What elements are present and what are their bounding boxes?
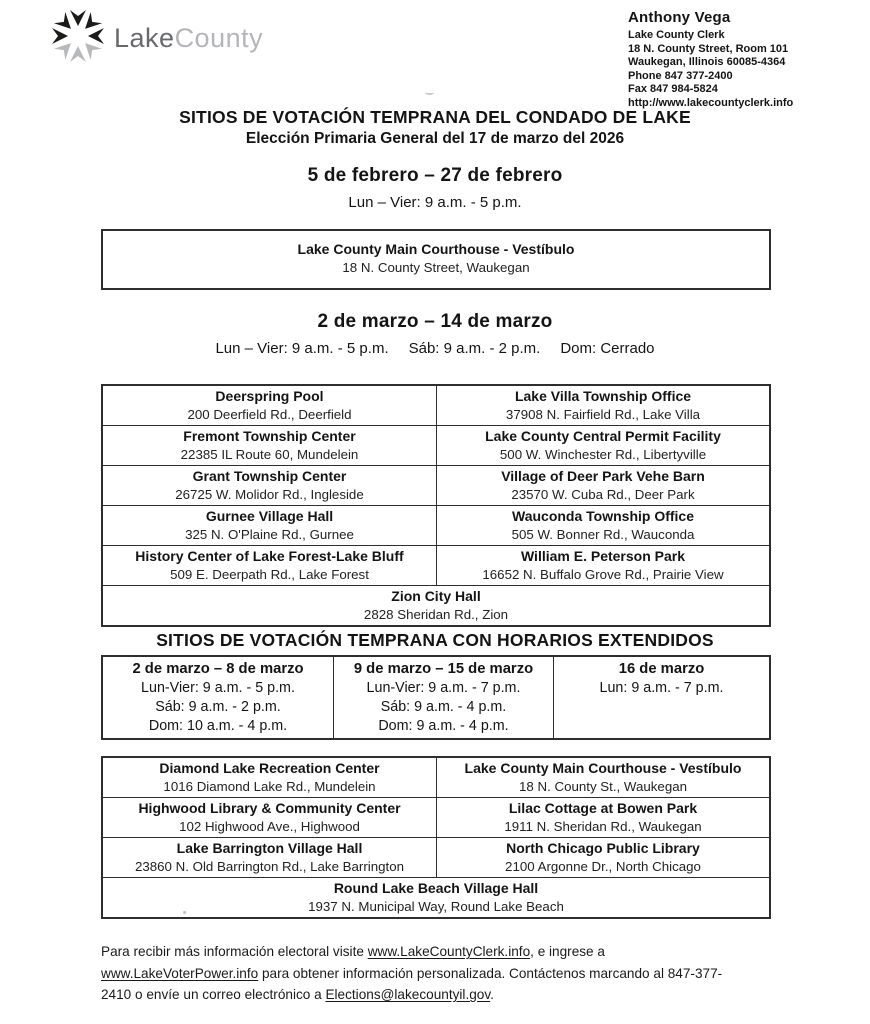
site-name: Lake County Main Courthouse - Vestíbulo — [297, 241, 575, 257]
site-address: 22385 IL Route 60, Mundelein — [180, 447, 359, 462]
site-address: 1937 N. Municipal Way, Round Lake Beach — [308, 899, 564, 914]
site-cell — [436, 465, 769, 505]
scan-artifact — [183, 911, 186, 914]
site-name: Gurnee Village Hall — [205, 508, 334, 524]
site-name: Village of Deer Park Vehe Barn — [501, 468, 705, 484]
site-address: 23860 N. Old Barrington Rd., Lake Barrington — [134, 859, 405, 874]
site-name: Lilac Cottage at Bowen Park — [508, 800, 698, 816]
extended-hours-column — [333, 657, 553, 738]
site-address: 37908 N. Fairfield Rd., Lake Villa — [505, 407, 701, 422]
extended-hours-line: Dom: 9 a.m. - 4 p.m. — [378, 717, 509, 734]
extended-hours-line: Lun-Vier: 9 a.m. - 5 p.m. — [141, 680, 295, 696]
site-cell — [436, 797, 769, 837]
site-address: 23570 W. Cuba Rd., Deer Park — [511, 487, 695, 502]
clerk-address-line2: Waukegan, Illinois 60085-4364 — [628, 56, 786, 68]
extended-hours-line: Lun: 9 a.m. - 7 p.m. — [599, 680, 724, 696]
extended-sites-table — [101, 756, 771, 919]
footer-text: . — [490, 987, 494, 1002]
footer-info-text — [101, 941, 749, 1006]
site-name: History Center of Lake Forest-Lake Bluff — [135, 548, 404, 564]
site-address: 26725 W. Molidor Rd., Ingleside — [175, 487, 364, 502]
site-cell — [103, 505, 436, 545]
march-hours-saturday: Sáb: 9 a.m. - 2 p.m. — [408, 340, 541, 357]
elections-email-link[interactable]: Elections@lakecountyil.gov — [325, 987, 491, 1002]
march-sites-table — [101, 384, 771, 627]
february-hours: Lun – Vier: 9 a.m. - 5 p.m. — [348, 194, 522, 211]
footer-text: Para recibir más información electoral visite — [101, 944, 368, 959]
extended-hours-column — [103, 657, 333, 738]
lake-county-logo-icon — [44, 4, 274, 74]
clerk-address-line1: 18 N. County Street, Room 101 — [628, 42, 789, 55]
site-address: 18 N. County Street, Waukegan — [342, 260, 530, 275]
site-cell — [103, 758, 436, 797]
clerk-fax: Fax 847 984-5824 — [628, 83, 718, 95]
extended-hours-heading: SITIOS DE VOTACIÓN TEMPRANA CON HORARIOS EXTENDIDOS — [156, 630, 714, 650]
voter-power-link[interactable]: www.LakeVoterPower.info — [101, 965, 259, 981]
footer-text: para obtener información personalizada. Contáctenos marcando al 847-377-2410 o envíe un correo electrónico a — [101, 965, 723, 1002]
site-cell — [436, 837, 769, 877]
site-name: Deerspring Pool — [215, 388, 324, 404]
site-name: Grant Township Center — [192, 468, 347, 484]
clerk-contact-block — [628, 9, 793, 110]
clerk-phone: Phone 847 377-2400 — [628, 69, 733, 82]
site-cell — [103, 837, 436, 877]
site-cell — [103, 545, 436, 585]
site-cell — [103, 797, 436, 837]
site-address: 102 Highwood Ave., Highwood — [179, 819, 360, 834]
site-cell — [436, 758, 769, 797]
march-hours-sunday: Dom: Cerrado — [560, 340, 655, 357]
site-address: 200 Deerfield Rd., Deerfield — [187, 407, 352, 422]
site-cell — [436, 425, 769, 465]
site-address: 16652 N. Buffalo Grove Rd., Prairie View — [482, 567, 724, 582]
site-name: Highwood Library & Community Center — [138, 800, 401, 816]
site-name: North Chicago Public Library — [506, 840, 700, 856]
site-address: 325 N. O'Plaine Rd., Gurnee — [185, 527, 354, 542]
site-address: 509 E. Deerpath Rd., Lake Forest — [170, 567, 369, 582]
site-name: Fremont Township Center — [183, 428, 356, 444]
page-title: SITIOS DE VOTACIÓN TEMPRANA DEL CONDADO DE LAKE — [179, 107, 691, 127]
site-address: 1911 N. Sheridan Rd., Waukegan — [504, 819, 702, 834]
site-name: Zion City Hall — [391, 588, 481, 604]
site-cell-full-width — [103, 877, 769, 917]
site-name: Lake County Central Permit Facility — [485, 428, 721, 444]
clerk-website-link[interactable]: www.LakeCountyClerk.info — [367, 944, 531, 959]
clerk-title: Lake County Clerk — [628, 29, 725, 41]
site-name: Diamond Lake Recreation Center — [159, 760, 380, 776]
march-hours — [0, 340, 870, 357]
extended-hours-line: Sáb: 9 a.m. - 4 p.m. — [380, 698, 507, 715]
site-name: Wauconda Township Office — [512, 508, 694, 524]
site-name: Lake County Main Courthouse - Vestíbulo — [464, 760, 742, 776]
site-cell — [436, 386, 769, 425]
extended-hours-line: Sáb: 9 a.m. - 2 p.m. — [155, 698, 281, 715]
site-cell — [103, 465, 436, 505]
extended-hours-line: Lun-Vier: 9 a.m. - 7 p.m. — [366, 680, 521, 696]
site-cell — [436, 545, 769, 585]
site-name: William E. Peterson Park — [520, 548, 686, 564]
extended-range: 9 de marzo – 15 de marzo — [353, 661, 534, 677]
site-cell — [103, 386, 436, 425]
site-address: 500 W. Winchester Rd., Libertyville — [499, 447, 707, 462]
february-site-box — [101, 229, 771, 290]
scan-artifact — [425, 90, 434, 95]
site-cell — [436, 505, 769, 545]
site-address: 2828 Sheridan Rd., Zion — [363, 607, 509, 622]
footer-text: , e ingrese a — [530, 944, 605, 959]
site-cell-full-width — [103, 585, 769, 625]
clerk-website: http://www.lakecountyclerk.info — [628, 96, 794, 109]
site-address: 505 W. Bonner Rd., Wauconda — [511, 527, 695, 542]
extended-range: 2 de marzo – 8 de marzo — [132, 661, 304, 677]
site-cell — [103, 425, 436, 465]
site-address: 2100 Argonne Dr., North Chicago — [505, 859, 701, 874]
site-address: 18 N. County St., Waukegan — [518, 779, 688, 794]
site-name: Lake Barrington Village Hall — [176, 840, 363, 856]
site-address: 1016 Diamond Lake Rd., Mundelein — [163, 779, 376, 794]
page-subtitle: Elección Primaria General del 17 de marzo del 2026 — [245, 130, 625, 147]
march-range-heading: 2 de marzo – 14 de marzo — [317, 311, 553, 332]
extended-hours-column — [553, 657, 769, 738]
logo-wordmark: LakeCounty — [114, 23, 264, 53]
february-range-heading: 5 de febrero – 27 de febrero — [307, 165, 563, 186]
lake-county-logo — [44, 4, 274, 74]
extended-hours-line: Dom: 10 a.m. - 4 p.m. — [148, 717, 288, 734]
clerk-name: Anthony Vega — [628, 9, 731, 26]
site-name: Round Lake Beach Village Hall — [333, 880, 539, 896]
site-name: Lake Villa Township Office — [514, 388, 692, 404]
march-hours-weekday: Lun – Vier: 9 a.m. - 5 p.m. — [215, 340, 389, 357]
extended-hours-table — [101, 655, 771, 740]
extended-range: 16 de marzo — [618, 661, 705, 677]
